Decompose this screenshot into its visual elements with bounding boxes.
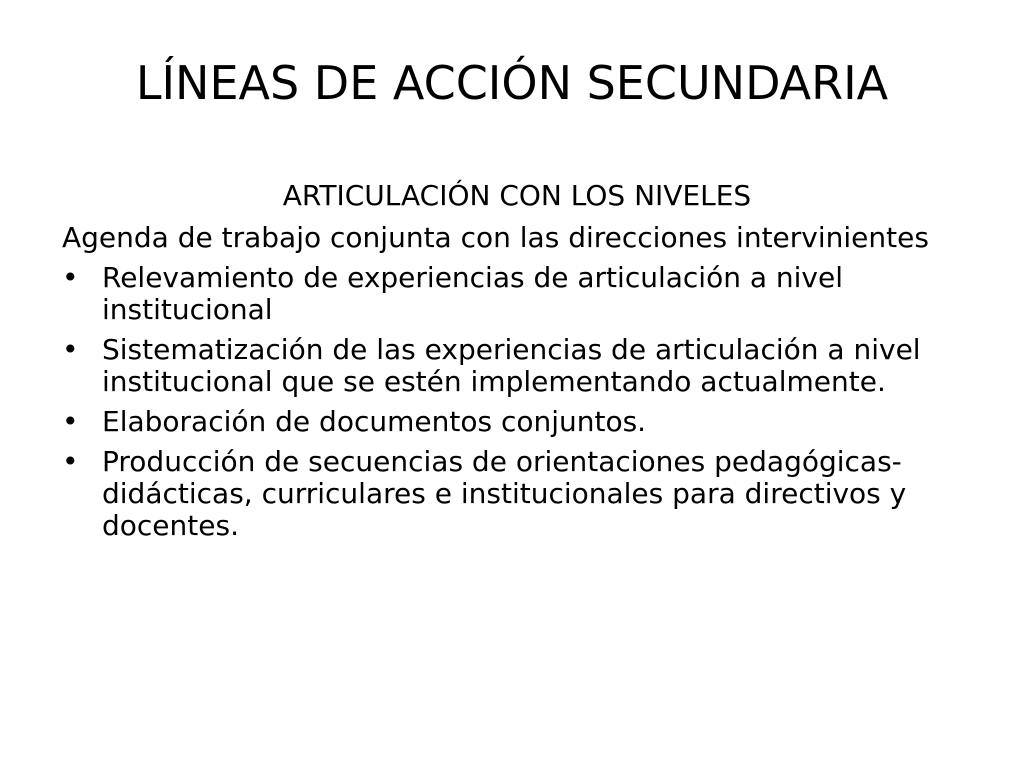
bullet-icon: • <box>62 261 79 294</box>
bullet-item <box>62 406 972 438</box>
intro-text: Agenda de trabajo conjunta con las direcciones intervinientes <box>62 221 929 254</box>
bullet-item <box>62 334 972 398</box>
bullet-icon: • <box>62 445 79 478</box>
bullet-list <box>62 262 972 542</box>
bullet-text: Sistematización de las experiencias de articulación a nivel institucional que se estén implementando actualmente. <box>102 333 921 398</box>
bullet-text: Producción de secuencias de orientaciones pedagógicas-didácticas, curriculares e institucionales para directivos y docentes. <box>102 445 907 542</box>
bullet-text: Elaboración de documentos conjuntos. <box>102 405 647 438</box>
slide-content <box>62 180 972 550</box>
bullet-icon: • <box>62 333 79 366</box>
slide-title: LÍNEAS DE ACCIÓN SECUNDARIA <box>135 56 889 110</box>
bullet-icon: • <box>62 405 79 438</box>
section-subtitle: ARTICULACIÓN CON LOS NIVELES <box>282 179 752 212</box>
bullet-item <box>62 262 972 326</box>
bullet-item <box>62 446 972 542</box>
bullet-text: Relevamiento de experiencias de articulación a nivel institucional <box>102 261 844 326</box>
